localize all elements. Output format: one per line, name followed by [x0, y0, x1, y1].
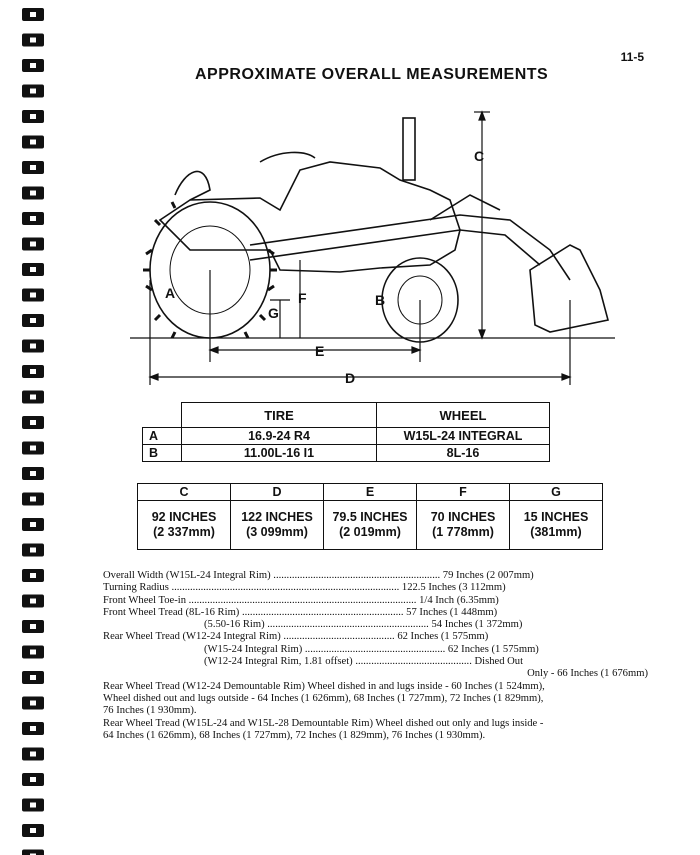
- tire-wheel-table: [142, 402, 550, 462]
- header-e: E: [324, 484, 417, 501]
- row-label-b: B: [143, 445, 182, 462]
- spec-line: Rear Wheel Tread (W15L-24 and W15L-28 Demountable Rim) Wheel dished out only and lugs inside -: [103, 717, 544, 729]
- wheel-a: W15L-24 INTEGRAL: [377, 428, 550, 445]
- spec-line: Turning Radius ...................................................................................... 122.5 Inches (3 112mm): [103, 582, 506, 594]
- tire-b: 11.00L-16 I1: [182, 445, 377, 462]
- spec-line: Front Wheel Tread (8L-16 Rim) ............................................................. 57 Inches (1 448mm): [103, 606, 498, 618]
- spec-line: Wheel dished out and lugs outside - 64 Inches (1 626mm), 68 Inches (1 727mm), 72 Inches (1 829mm),: [103, 692, 544, 704]
- header-g: G: [510, 484, 603, 501]
- value-e: 79.5 INCHES (2 019mm): [324, 501, 417, 550]
- page-title: APPROXIMATE OVERALL MEASUREMENTS: [195, 66, 549, 83]
- spec-line: (W12-24 Integral Rim, 1.81 offset) ............................................ Dished Out: [204, 656, 524, 668]
- header-c: C: [138, 484, 231, 501]
- label-a: A: [165, 285, 176, 301]
- spec-line: Rear Wheel Tread (W12-24 Demountable Rim) Wheel dished in and lugs inside - 60 Inches (1 524mm),: [103, 680, 545, 692]
- tire-a: 16.9-24 R4: [182, 428, 377, 445]
- tractor-loader-diagram: [130, 100, 620, 400]
- spec-line: (W15-24 Integral Rim) ..................................................... 62 Inches (1 575mm): [204, 643, 539, 655]
- spec-line: 76 Inches (1 930mm).: [103, 705, 197, 717]
- label-b: B: [375, 292, 386, 308]
- label-f: F: [298, 290, 307, 306]
- page-number: 11-5: [620, 50, 644, 64]
- specifications-list: [103, 570, 648, 742]
- label-d: D: [345, 370, 356, 386]
- value-g: 15 INCHES (381mm): [510, 501, 603, 550]
- label-g: G: [268, 305, 279, 321]
- value-f: 70 INCHES (1 778mm): [417, 501, 510, 550]
- tire-header: TIRE: [182, 403, 377, 428]
- loader-bucket: [530, 245, 608, 332]
- label-c: C: [474, 148, 485, 164]
- header-d: D: [231, 484, 324, 501]
- spec-line: 64 Inches (1 626mm), 68 Inches (1 727mm), 72 Inches (1 829mm), 76 Inches (1 930mm).: [103, 729, 486, 741]
- spec-line: Only - 66 Inches (1 676mm): [527, 668, 648, 680]
- wheel-b: 8L-16: [377, 445, 550, 462]
- measurement-table: [137, 483, 603, 550]
- label-e: E: [315, 343, 325, 359]
- header-f: F: [417, 484, 510, 501]
- row-label-a: A: [143, 428, 182, 445]
- wheel-header: WHEEL: [377, 403, 550, 428]
- value-c: 92 INCHES (2 337mm): [138, 501, 231, 550]
- spec-line: Front Wheel Toe-in ...................................................................................... 1/4 Inch (6.35mm): [103, 594, 499, 606]
- spec-line: Rear Wheel Tread (W12-24 Integral Rim) .......................................... 62 Inches (1 575mm): [103, 631, 489, 643]
- spec-line: Overall Width (W15L-24 Integral Rim) ............................................................... 79 Inches (2 007mm): [103, 570, 534, 581]
- value-d: 122 INCHES (3 099mm): [231, 501, 324, 550]
- spiral-binding: [0, 0, 62, 855]
- spec-line: (5.50-16 Rim) ............................................................. 54 Inches (1 372mm): [204, 619, 523, 631]
